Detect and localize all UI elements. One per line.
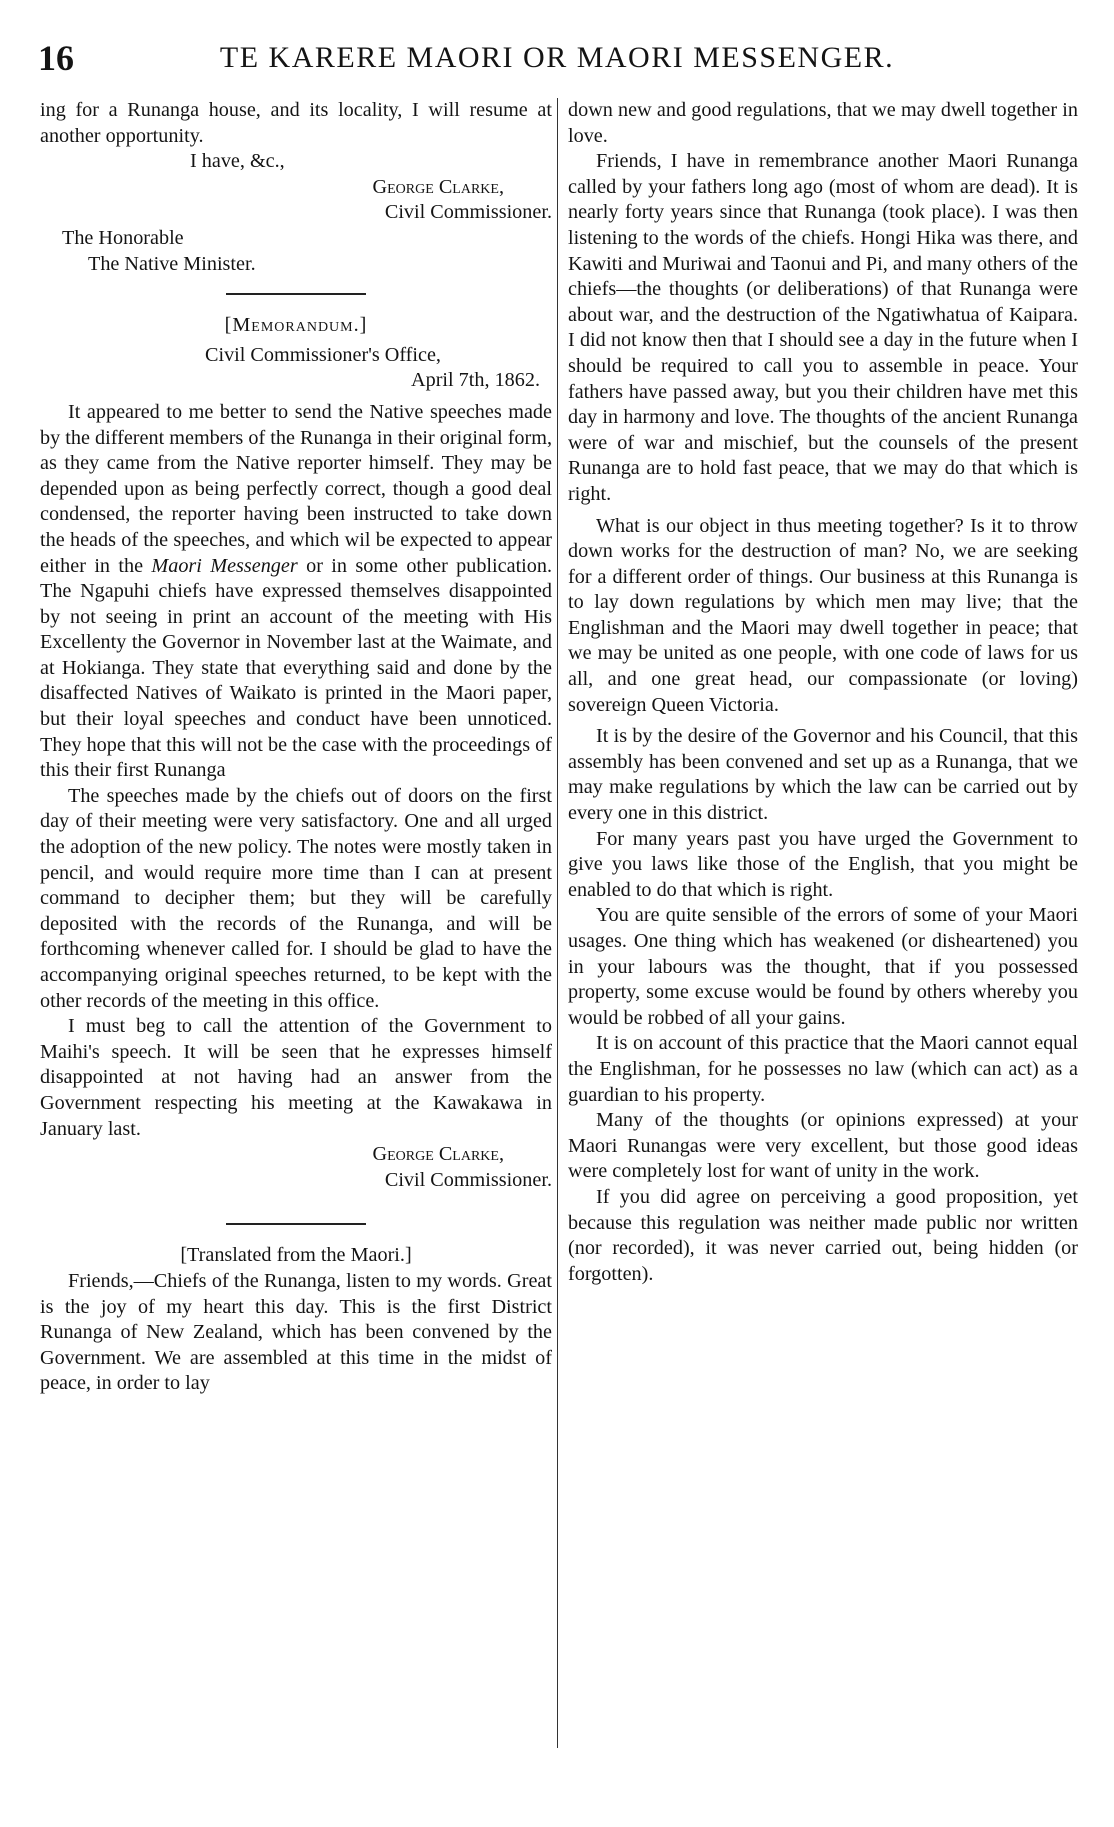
memo-paragraph-3: I must beg to call the attention of the Government to Maihi's speech. It will be seen that he expresses himself disappointed at not having had an answer from the Government respecting his meeting at the Kawakawa in January last. xyxy=(40,1015,552,1140)
speech-paragraph-3: What is our object in thus meeting together? Is it to throw down works for the destruction of man? No, we are seeking for a different order of things. Our business at this Runanga is to lay down regulations by which men may live; that the Englishman and the Maori may dwell together in peace; that we may be united as one people, with one code of laws for us all, and one great head, our compassionate (or loving) sovereign Queen Victoria. xyxy=(568,514,1078,716)
memo-p1-text-b: or in some other publication. The Ngapuhi chiefs have expressed themselves disappointed by not seeing in print an account of the meeting with His Excellenty the Governor in November last at the Waimate, and at Hokianga. They state that everything said and done by the disaffected Natives of Waikato is printed in the Maori paper, but their loyal speeches and conduct have been unnoticed. They hope that this will not be the case with the proceedings of this their first Runanga xyxy=(40,554,553,782)
signature-name: George Clarke, xyxy=(372,175,504,198)
memo-date: April 7th, 1862. xyxy=(411,369,540,392)
memo-p1-italic: Maori Messenger xyxy=(151,554,298,577)
right-column xyxy=(568,98,1078,1287)
letter-closing: I have, &c., xyxy=(190,150,285,173)
masthead-title: TE KARERE MAORI OR MAORI MESSENGER. xyxy=(219,41,895,74)
speech-paragraph-5: For many years past you have urged the Government to give you laws like those of the English, that you might be enabled to do that which is right. xyxy=(568,827,1078,901)
speech-paragraph-8: Many of the thoughts (or opinions expressed) at your Maori Runangas were very excellent, but those good ideas were completely lost for want of unity in the work. xyxy=(568,1109,1078,1183)
speech-paragraph-7: It is on account of this practice that the Maori cannot equal the Englishman, for he possesses no law (which can act) as a guardian to his property. xyxy=(568,1032,1078,1106)
translated-heading: [Translated from the Maori.] xyxy=(180,1244,412,1267)
memo-heading: [Memorandum.] xyxy=(224,314,368,337)
speech-paragraph-9: If you did agree on perceiving a good proposition, yet because this regulation was neither made public nor written (nor recorded), it was never carried out, being hidden (or forgotten). xyxy=(568,1185,1078,1285)
page-header xyxy=(38,38,1076,78)
addressee-line-2: The Native Minister. xyxy=(88,252,256,275)
memo-office: Civil Commissioner's Office, xyxy=(205,343,441,366)
speech-paragraph-6: You are quite sensible of the errors of some of your Maori usages. One thing which has weakened (or disheartened) you in your labours was the thought, that if you possessed property, some excuse would be found by others whereby you would be robbed of all your gains. xyxy=(568,904,1078,1029)
speech-continuation: down new and good regulations, that we may dwell together in love. xyxy=(568,99,1078,147)
page-number: 16 xyxy=(38,38,74,78)
speech-paragraph-2: Friends, I have in remembrance another Maori Runanga called by your fathers long ago (most of whom are dead). It is nearly forty years since that Runanga (took place). I was then listening to the words of the chiefs. Hongi Hika was there, and Kawiti and Muriwai and Taonui and Pi, and many others of the chiefs—the thoughts (or deliberations) of that Runanga were about war, and the destruction of the Ngatiwhatua of Kaipara. I did not know then that I should see a day in the future when I should be required to call you to assemble in peace. Your fathers have passed away, but you their children have met this day in harmony and love. The thoughts of the ancient Runanga were of war and mischief, but the counsels of the present Runanga are to hold fast peace, that we may do that which is right. xyxy=(568,150,1078,505)
letter-ending: ing for a Runanga house, and its locality, I will resume at another opportunity. xyxy=(40,99,552,147)
signature-title: Civil Commissioner. xyxy=(384,201,552,224)
section-rule xyxy=(226,293,366,295)
speech-paragraph-4: It is by the desire of the Governor and his Council, that this assembly has been convened and set up as a Runanga, that we may make regulations by which the law can be carried out by every one in this district. xyxy=(568,725,1078,825)
speech-paragraph-1: Friends,—Chiefs of the Runanga, listen to my words. Great is the joy of my heart this day. This is the first District Runanga of New Zealand, which has been convened by the Government. We are assembled at this time in the midst of peace, in order to lay xyxy=(40,1269,552,1395)
signature2-title: Civil Commissioner. xyxy=(384,1168,552,1191)
memo-paragraph-1 xyxy=(40,400,552,784)
column-divider xyxy=(557,98,558,1748)
signature2-name: George Clarke, xyxy=(372,1143,504,1166)
section-rule-2 xyxy=(226,1223,366,1225)
left-column xyxy=(40,98,552,1397)
addressee-line-1: The Honorable xyxy=(62,226,184,249)
memo-p1-text-a: It appeared to me better to send the Native speeches made by the different members of the Runanga in their original form, as they came from the Native reporter himself. They may be depended upon as being perfectly correct, though a good deal condensed, the reporter having been instructed to take down the heads of the speeches, and which wil be expected to appear either in the xyxy=(40,400,552,577)
memo-paragraph-2: The speeches made by the chiefs out of doors on the first day of their meeting were very satisfactory. One and all urged the adoption of the new policy. The notes were mostly taken in pencil, and would require more time than I can at present command to decipher them; but they will be carefully deposited with the records of the Runanga, and will be forthcoming whenever called for. I should be glad to have the accompanying original speeches returned, to be kept with the other records of the meeting in this office. xyxy=(40,784,552,1012)
